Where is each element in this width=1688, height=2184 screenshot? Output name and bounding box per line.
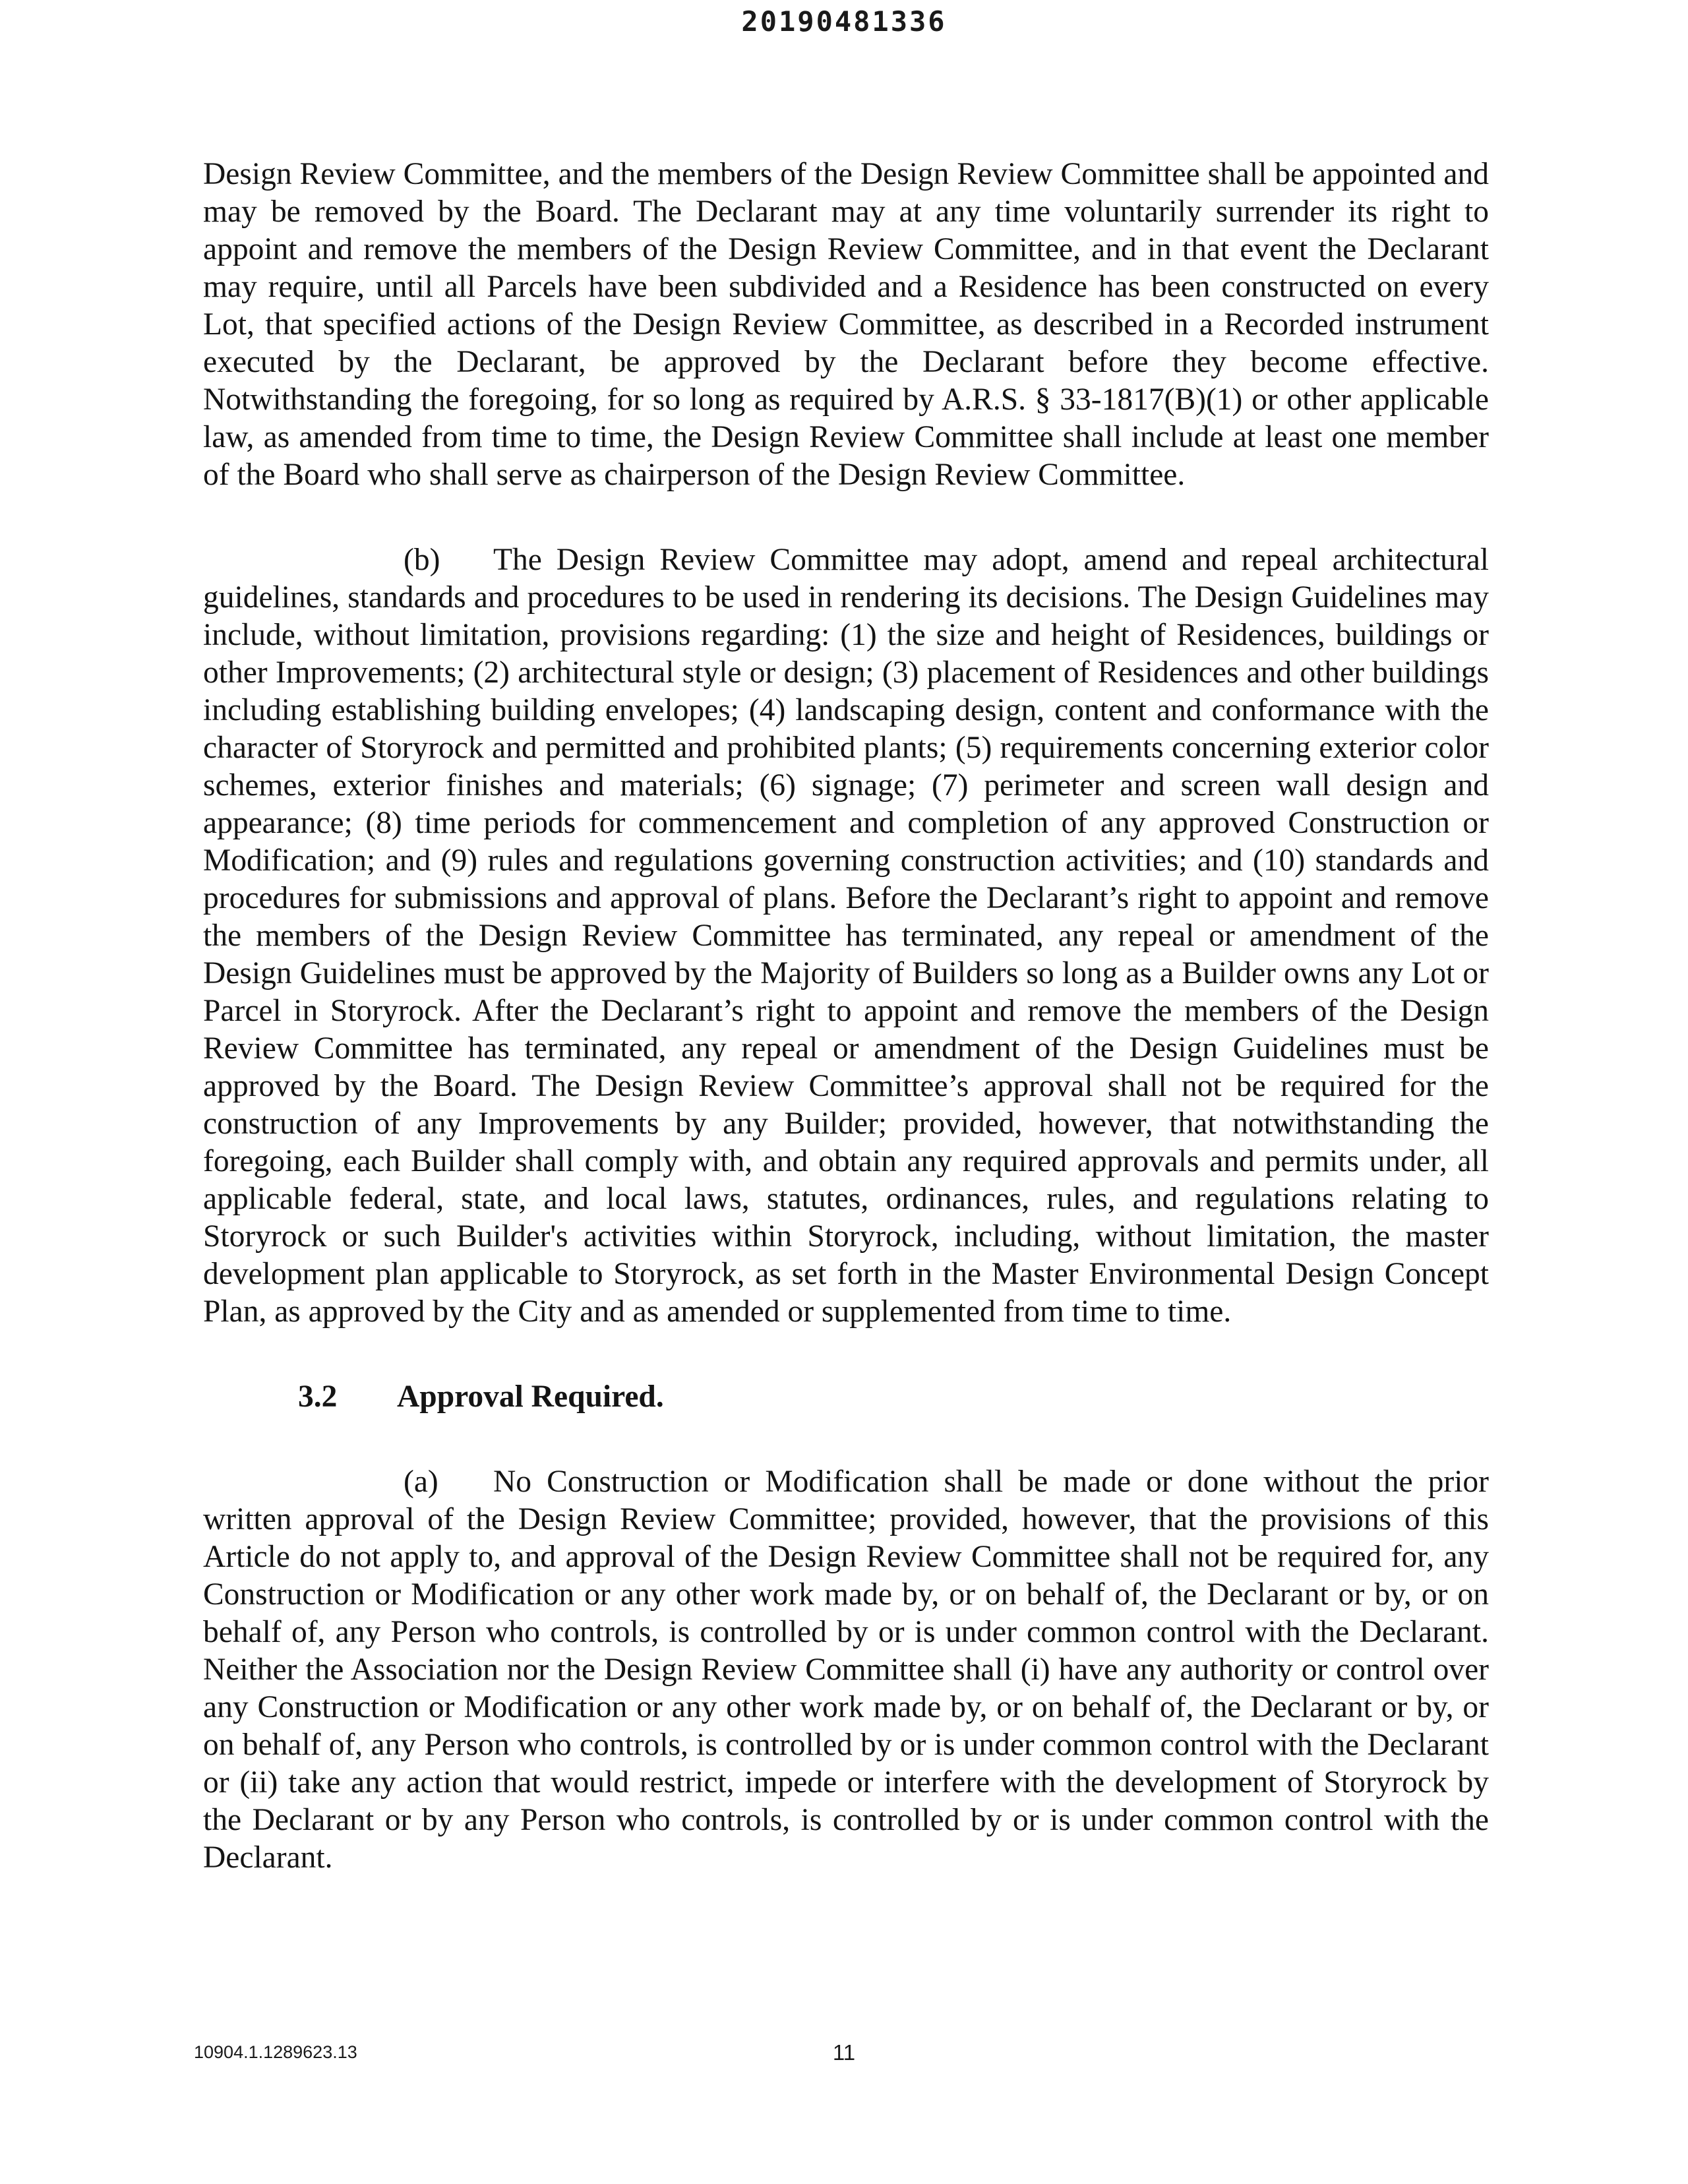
- paragraph-a-label: (a): [404, 1465, 438, 1499]
- paragraph-a: [203, 1463, 1489, 1877]
- paragraph-b-label: (b): [404, 543, 440, 577]
- footer-document-id: 10904.1.1289623.13: [194, 2042, 357, 2062]
- paragraph-b-text: The Design Review Committee may adopt, amend and repeal architectural guidelines, standards and procedures to be used in rendering its decisions. The Design Guidelines may include, without limitation, provisions regarding: (1) the size and height of Residences, buildings or other Improvements; (2) architectural style or design; (3) placement of Residences and other buildings including establishing building envelopes; (4) landscaping design, content and conformance with the character of Storyrock and permitted and prohibited plants; (5) requirements concerning exterior color schemes, exterior finishes and materials; (6) signage; (7) perimeter and screen wall design and appearance; (8) time periods for commencement and completion of any approved Construction or Modification; and (9) rules and regulations governing construction activities; and (10) standards and procedures for submissions and approval of plans. Before the Declarant’s right to appoint and remove the members of the Design Review Committee has terminated, any repeal or amendment of the Design Guidelines must be approved by the Majority of Builders so long as a Builder owns any Lot or Parcel in Storyrock. After the Declarant’s right to appoint and remove the members of the Design Review Committee has terminated, any repeal or amendment of the Design Guidelines must be approved by the Board. The Design Review Committee’s approval shall not be required for the construction of any Improvements by any Builder; provided, however, that notwithstanding the foregoing, each Builder shall comply with, and obtain any required approvals and permits under, all applicable federal, state, and local laws, statutes, ordinances, rules, and regulations relating to Storyrock or such Builder's activities within Storyrock, including, without limitation, the master development plan applicable to Storyrock, as set forth in the Master Environmental Design Concept Plan, as approved by the City and as amended or supplemented from time to time.: [203, 543, 1489, 1329]
- section-number: 3.2: [298, 1380, 338, 1414]
- recording-number: 20190481336: [741, 5, 947, 38]
- paragraph-b: [203, 541, 1489, 1331]
- document-body: [203, 156, 1489, 1877]
- paragraph-intro: Design Review Committee, and the members of the Design Review Committee shall be appointed and may be removed by the Board. The Declarant may at any time voluntarily surrender its right to appoint and remove the members of the Design Review Committee, and in that event the Declarant may require, until all Parcels have been subdivided and a Residence has been constructed on every Lot, that specified actions of the Design Review Committee, as described in a Recorded instrument executed by the Declarant, be approved by the Declarant before they become effective. Notwithstanding the foregoing, for so long as required by A.R.S. § 33-1817(B)(1) or other applicable law, as amended from time to time, the Design Review Committee shall include at least one member of the Board who shall serve as chairperson of the Design Review Committee.: [203, 157, 1489, 492]
- footer-page-number: 11: [832, 2040, 856, 2065]
- section-heading: [203, 1378, 1489, 1416]
- section-title: Approval Required.: [397, 1380, 664, 1414]
- paragraph-a-text: No Construction or Modification shall be made or done without the prior written approval of the Design Review Committee; provided, however, that the provisions of this Article do not apply to, and approval of the Design Review Committee shall not be required for, any Construction or Modification or any other work made by, or on behalf of, the Declarant or by, or on behalf of, any Person who controls, is controlled by or is under common control with the Declarant. Neither the Association nor the Design Review Committee shall (i) have any authority or control over any Construction or Modification or any other work made by, or on behalf of, the Declarant or by, or on behalf of, any Person who controls, is controlled by or is under common control with the Declarant or (ii) take any action that would restrict, impede or interfere with the development of Storyrock by the Declarant or by any Person who controls, is controlled by or is under common control with the Declarant.: [203, 1465, 1489, 1875]
